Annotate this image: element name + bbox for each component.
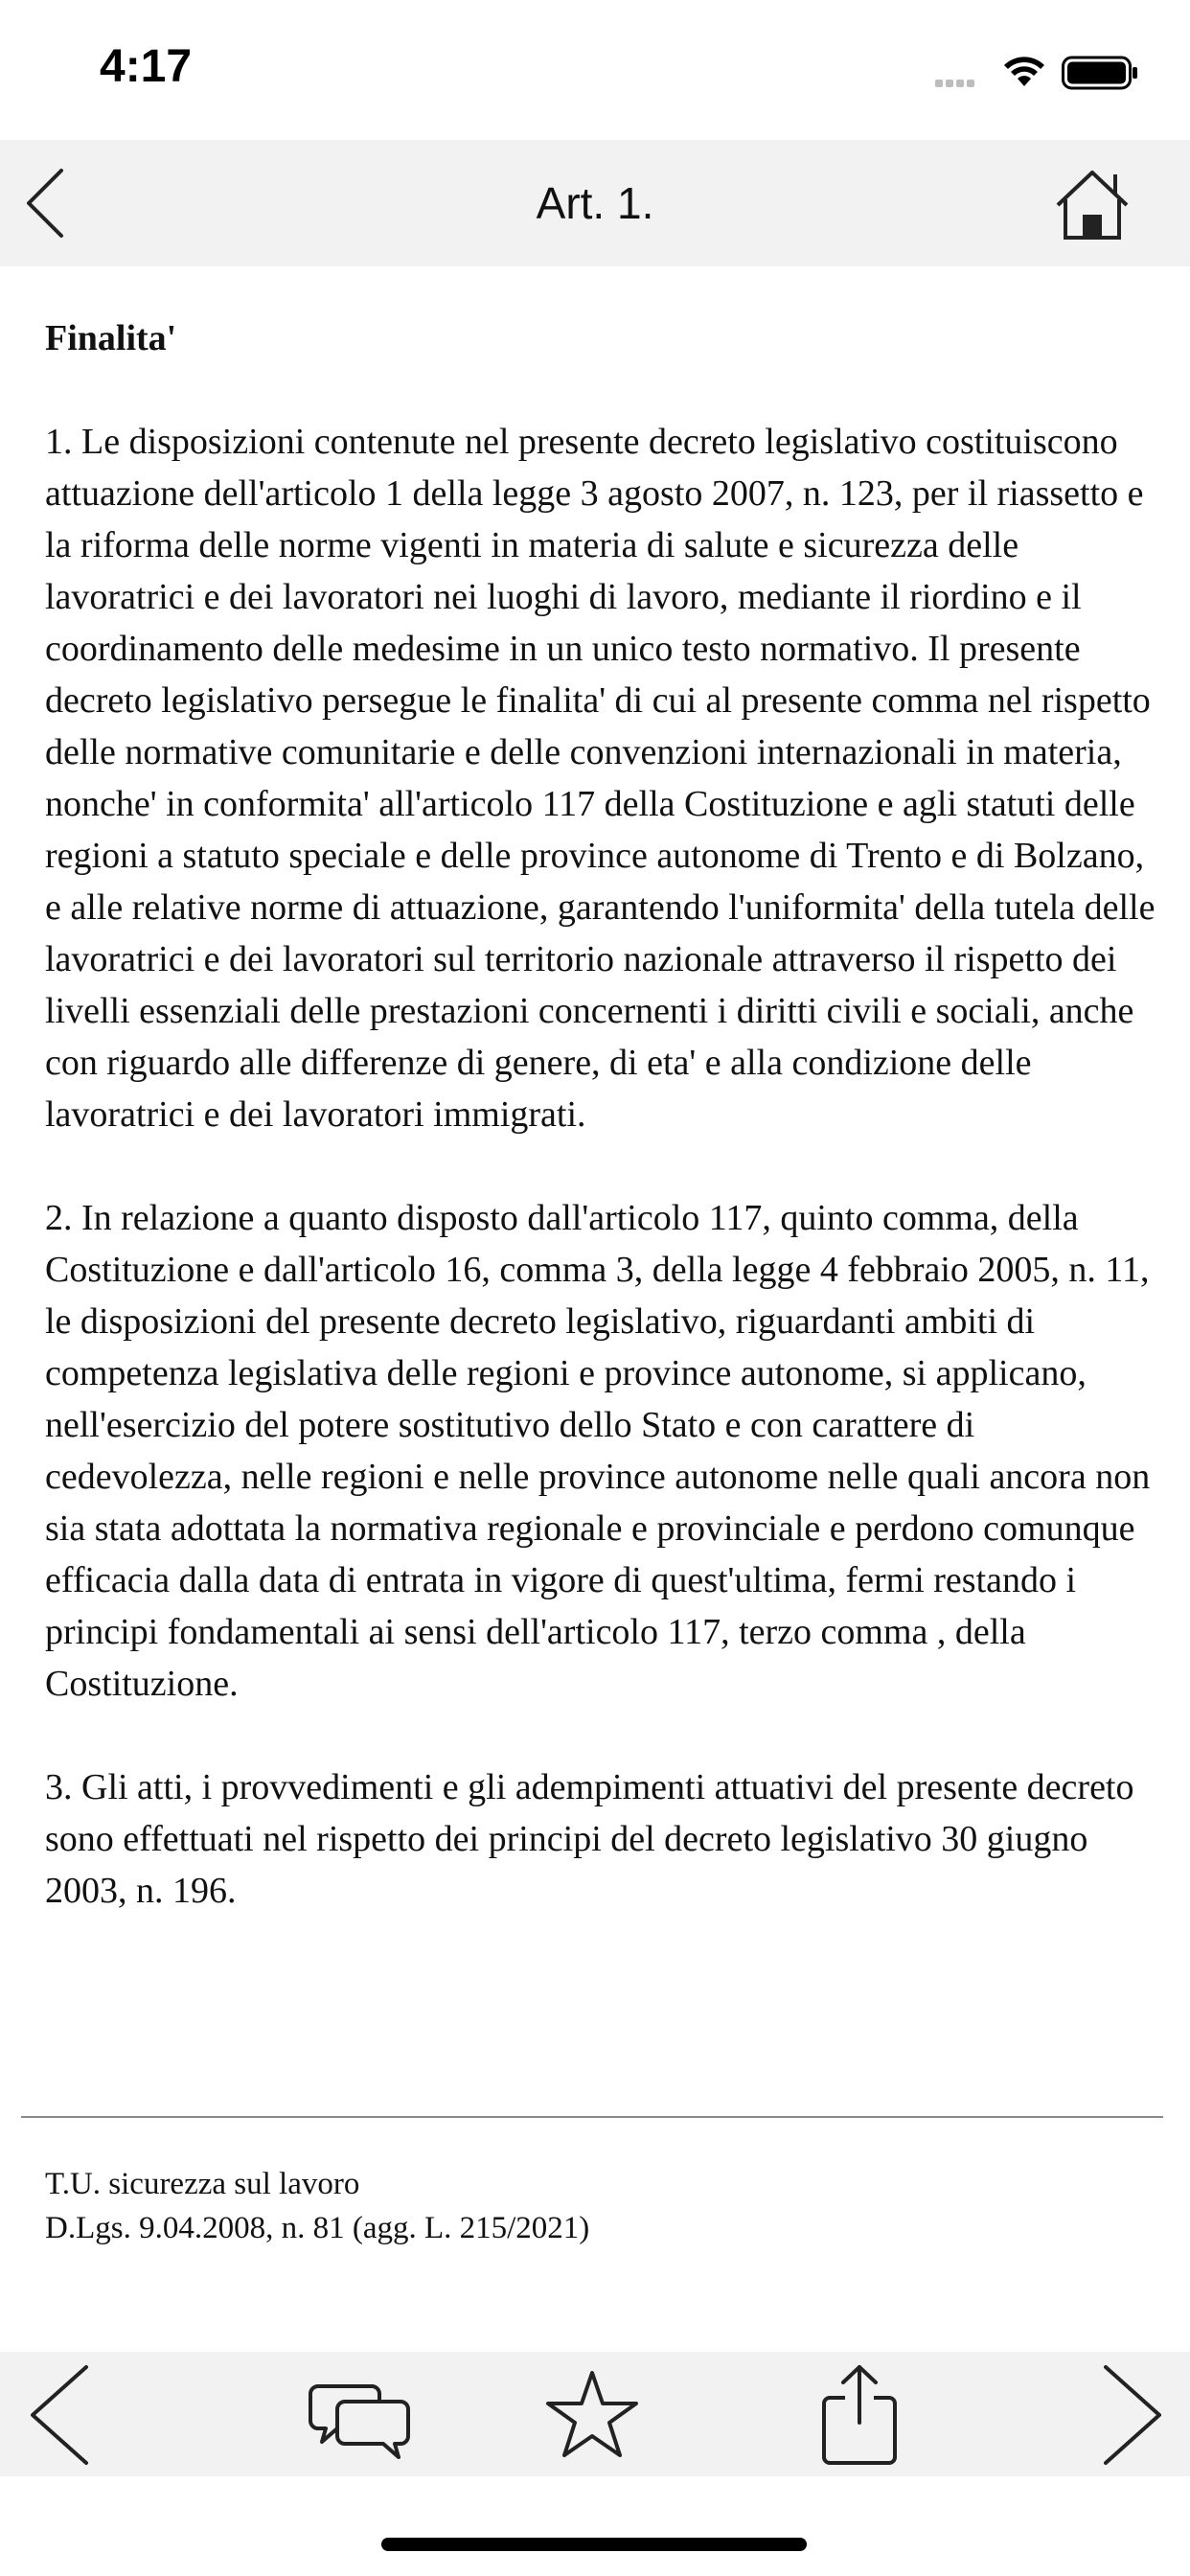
favorite-button[interactable] — [544, 2359, 640, 2469]
article-body — [45, 312, 1166, 1968]
page-title: Art. 1. — [536, 178, 654, 228]
article-heading: Finalita' — [45, 318, 177, 358]
home-indicator[interactable] — [381, 2538, 807, 2551]
previous-article-button[interactable] — [23, 2359, 103, 2469]
wifi-icon — [1002, 56, 1046, 88]
comments-button[interactable] — [309, 2359, 412, 2469]
status-bar — [0, 0, 1190, 140]
article-paragraph: 1. Le disposizioni contenute nel presente decreto legislativo costituiscono attuazione dell'articolo 1 della legge 3 agosto 2007, n. 123, per il riassetto e la riforma delle norme vigenti in materia di salute e sicurezza delle lavoratrici e dei lavoratori nei luoghi di lavoro, mediante il riordino e il coordinamento delle medesime in un unico testo normativo. Il presente decreto legislativo persegue le finalita' di cui al presente comma nel rispetto delle normative comunitarie e delle convenzioni internazionali in materia, nonche' in conformita' all'articolo 117 della Costituzione e agli statuti delle regioni a statuto speciale e delle province autonome di Trento e di Bolzano, e alle relative norme di attuazione, garantendo l'uniformita' della tutela delle lavoratrici e dei lavoratori sul territorio nazionale attraverso il rispetto dei livelli essenziali delle prestazioni concernenti i diritti civili e sociali, anche con riguardo alle differenze di genere, di eta' e alla condizione delle lavoratrici e dei lavoratori immigrati. — [45, 422, 1156, 1135]
share-button[interactable] — [816, 2359, 903, 2469]
source-footer — [45, 2162, 1147, 2250]
divider — [21, 2116, 1163, 2118]
footer-title: T.U. sicurezza sul lavoro — [45, 2167, 360, 2201]
article-paragraph: 2. In relazione a quanto disposto dall'articolo 117, quinto comma, della Costituzione e dall'articolo 16, comma 3, della legge 4 febbraio 2005, n. 11, le disposizioni del presente decreto legislativo, riguardanti ambiti di competenza legislativa delle regioni e province autonome, si applicano, nell'esercizio del potere sostitutivo dello Stato e con carattere di cedevolezza, nelle regioni e nelle province autonome nelle quali ancora non sia stata adottata la normativa regionale e provinciale e perdono comunque efficacia dalla data di entrata in vigore di quest'ultima, fermi restando i principi fondamentali ai sensi dell'articolo 117, terzo comma , della Costituzione. — [45, 1198, 1151, 1704]
cellular-signal-icon — [935, 75, 977, 92]
next-article-button[interactable] — [1088, 2359, 1169, 2469]
status-time: 4:17 — [100, 41, 193, 92]
navigation-bar — [0, 140, 1190, 266]
bottom-toolbar — [0, 2352, 1190, 2476]
article-paragraph: 3. Gli atti, i provvedimenti e gli adempimenti attuativi del presente decreto sono effettuati nel rispetto dei principi del decreto legislativo 30 giugno 2003, n. 196. — [45, 1767, 1134, 1911]
footer-reference: D.Lgs. 9.04.2008, n. 81 (agg. L. 215/2021) — [45, 2211, 590, 2245]
home-button[interactable] — [1054, 167, 1131, 243]
battery-icon — [1062, 56, 1138, 90]
back-button[interactable] — [15, 163, 82, 243]
